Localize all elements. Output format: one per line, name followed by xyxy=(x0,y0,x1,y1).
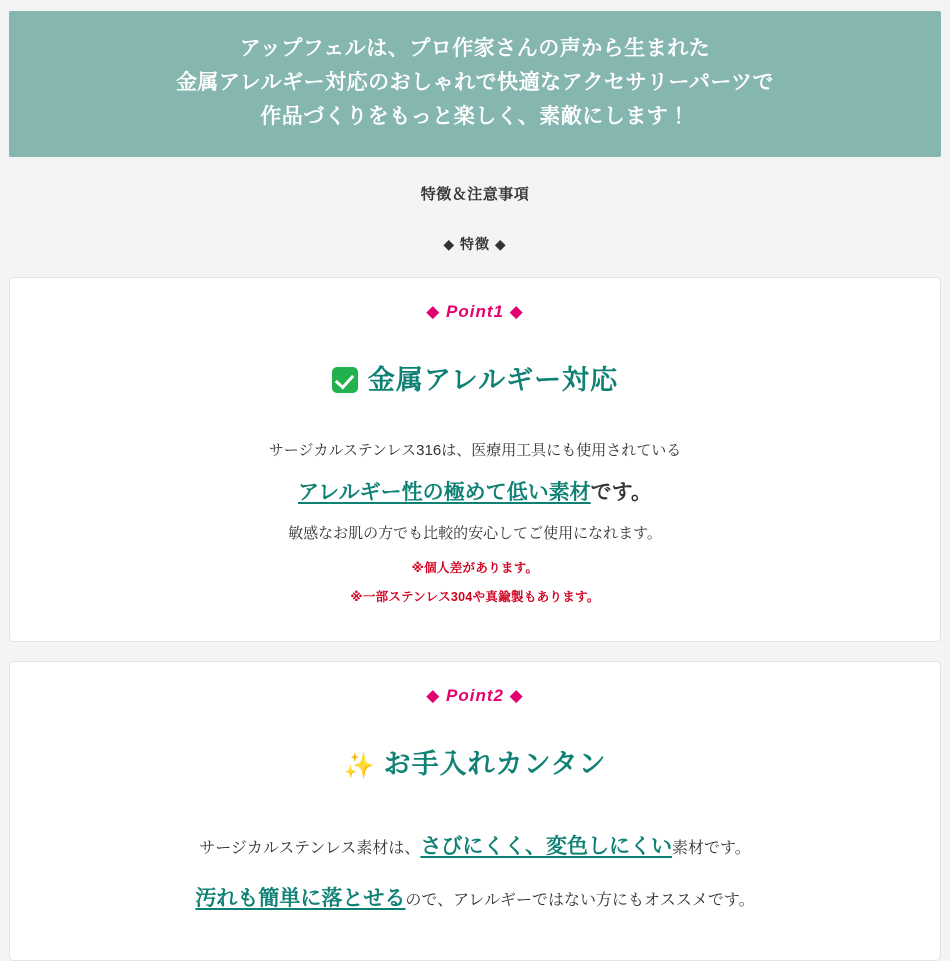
section-title: 特徴＆注意事項 xyxy=(420,186,530,204)
sparkles-icon: ✨ xyxy=(343,752,376,781)
point1-heading: 金属アレルギー対応 xyxy=(367,365,619,396)
point2-line2-emphasis: 汚れも簡単に落とせる xyxy=(195,886,406,910)
point2-line-1 xyxy=(30,831,920,863)
section-subtitle: ◆ 特徴 ◆ xyxy=(443,236,507,253)
point1-emphasis-tail: です。 xyxy=(590,480,652,504)
point1-text-follow: 敏感なお肌の方でも比較的安心してご使用になれます。 xyxy=(288,525,662,543)
point1-heading-row xyxy=(30,364,920,396)
point2-body xyxy=(30,831,920,914)
product-description-page xyxy=(0,11,950,961)
point1-emphasis-row xyxy=(30,477,920,510)
hero-line-2: 金属アレルギー対応のおしゃれで快適なアクセサリーパーツで xyxy=(175,71,775,95)
point1-note-1: ※個人差があります。 xyxy=(411,561,539,576)
point1-body xyxy=(30,439,920,605)
point2-card xyxy=(9,661,941,961)
point2-line2-post: ので、アレルギーではない方にもオススメです。 xyxy=(405,891,755,909)
hero-line-3: 作品づくりをもっと楽しく、素敵にします！ xyxy=(260,105,690,129)
point1-text-lead: サージカルステンレス316は、医療用工具にも使用されている xyxy=(268,442,682,460)
point2-line-2 xyxy=(30,883,920,915)
green-check-icon xyxy=(332,367,358,393)
point1-card xyxy=(9,277,941,642)
point1-emphasis: アレルギー性の極めて低い素材 xyxy=(298,480,591,504)
hero-line-1: アップフェルは、プロ作家さんの声から生まれた xyxy=(239,37,711,60)
point2-line1-pre: サージカルステンレス素材は、 xyxy=(199,840,421,858)
hero-banner xyxy=(9,11,941,157)
point2-label: ◆ Point2 ◆ xyxy=(426,686,524,706)
point2-heading-row xyxy=(30,748,920,781)
point2-heading: お手入れカンタン xyxy=(383,749,607,780)
point1-label: ◆ Point1 ◆ xyxy=(426,302,524,322)
point2-line1-post: 素材です。 xyxy=(672,840,751,858)
point2-line1-emphasis: さびにくく、変色しにくい xyxy=(420,835,673,859)
point1-note-2: ※一部ステンレス304や真鍮製もあります。 xyxy=(350,590,600,605)
